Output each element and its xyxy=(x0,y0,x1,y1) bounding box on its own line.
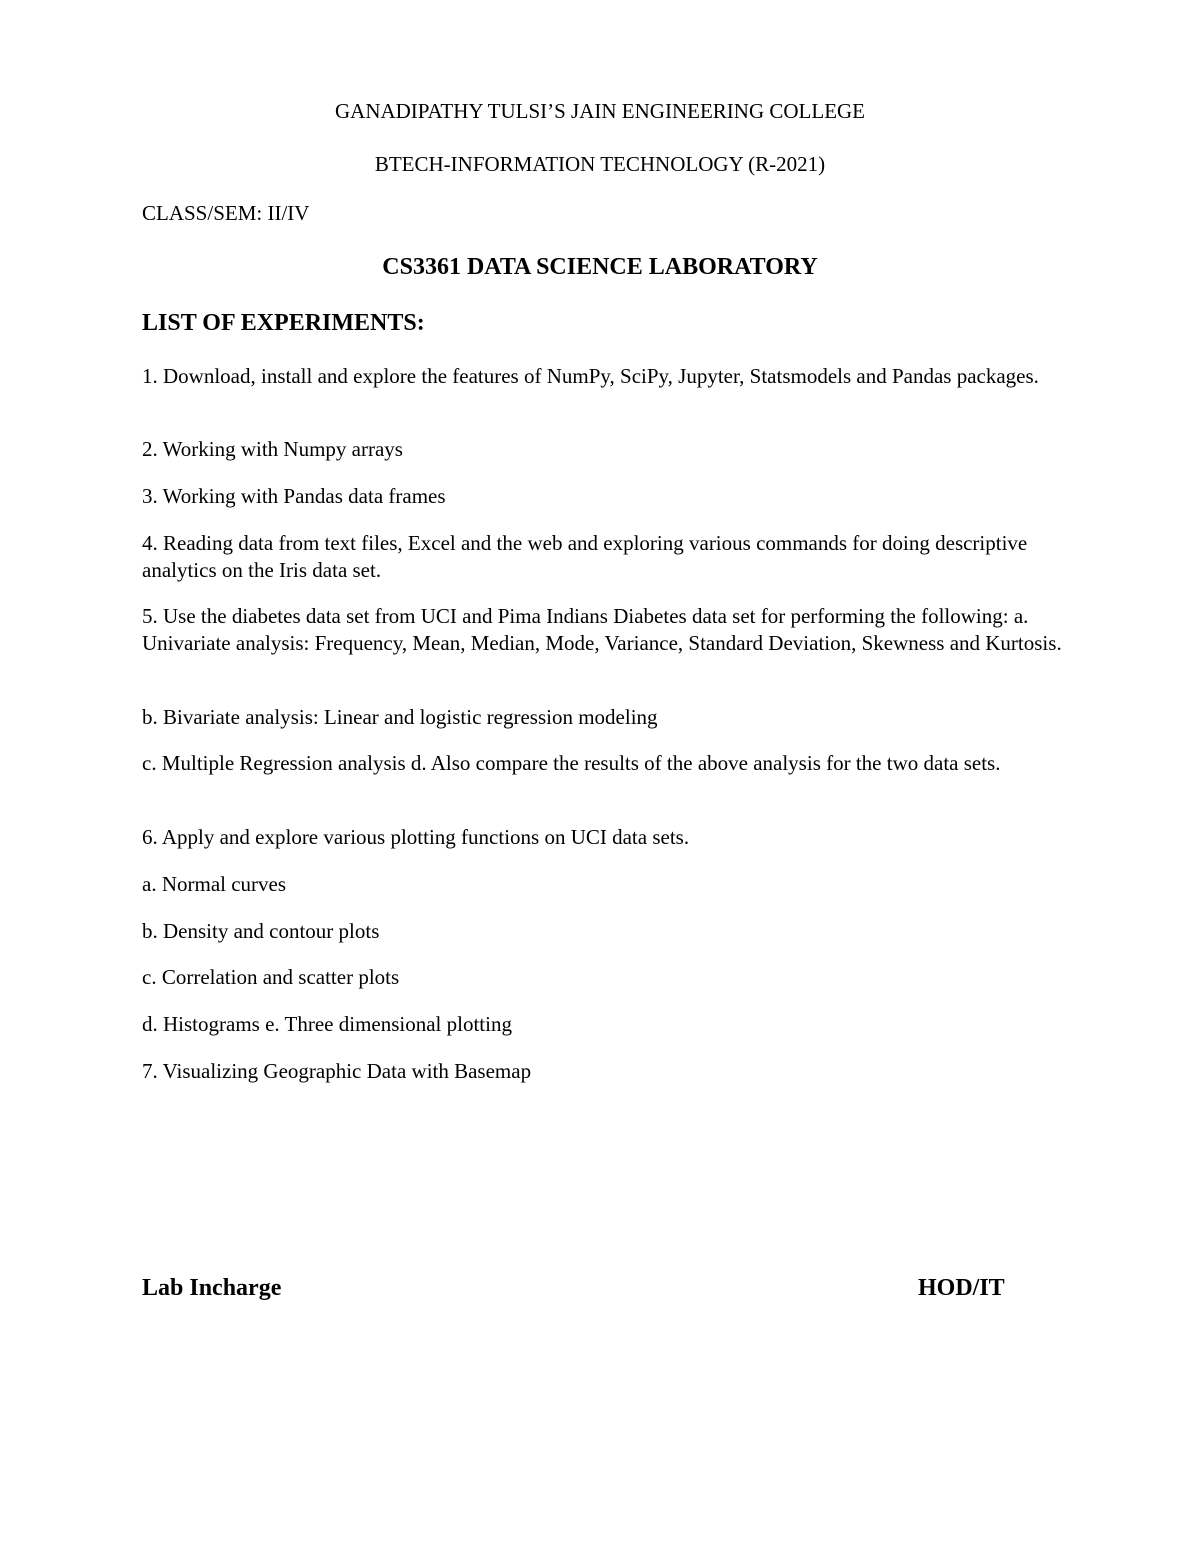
program-title: BTECH-INFORMATION TECHNOLOGY (R-2021) xyxy=(374,152,826,176)
hod-signature: HOD/IT xyxy=(918,1275,1005,1301)
experiment-item: 3. Working with Pandas data frames xyxy=(142,484,446,508)
experiment-item: 4. Reading data from text files, Excel and the web and exploring various commands for doing descriptive analytics on the Iris data set. xyxy=(142,531,1028,582)
experiment-item: 1. Download, install and explore the features of NumPy, SciPy, Jupyter, Statsmodels and Pandas packages. xyxy=(142,364,1039,388)
experiment-item: c. Correlation and scatter plots xyxy=(142,965,400,989)
experiment-item: b. Bivariate analysis: Linear and logistic regression modeling xyxy=(142,705,658,729)
experiment-item: b. Density and contour plots xyxy=(142,919,380,943)
lab-incharge-signature: Lab Incharge xyxy=(142,1275,282,1301)
experiment-item: d. Histograms e. Three dimensional plotting xyxy=(142,1012,512,1036)
experiment-item: 2. Working with Numpy arrays xyxy=(142,437,403,461)
experiment-item: 6. Apply and explore various plotting functions on UCI data sets. xyxy=(142,825,690,849)
college-name: GANADIPATHY TULSI’S JAIN ENGINEERING COLLEGE xyxy=(334,99,866,123)
experiment-item: a. Normal curves xyxy=(142,872,287,896)
list-heading: LIST OF EXPERIMENTS: xyxy=(142,310,425,336)
class-sem: CLASS/SEM: II/IV xyxy=(142,201,310,225)
course-title: CS3361 DATA SCIENCE LABORATORY xyxy=(382,254,818,280)
experiment-item: 7. Visualizing Geographic Data with Basemap xyxy=(142,1059,532,1083)
experiment-item: c. Multiple Regression analysis d. Also compare the results of the above analysis for the two data sets. xyxy=(142,751,1001,775)
experiment-item: 5. Use the diabetes data set from UCI and Pima Indians Diabetes data set for performing the following: a. Univariate analysis: Frequency, Mean, Median, Mode, Variance, Standard Deviation, Skewness and Kurtosis. xyxy=(142,604,1062,655)
